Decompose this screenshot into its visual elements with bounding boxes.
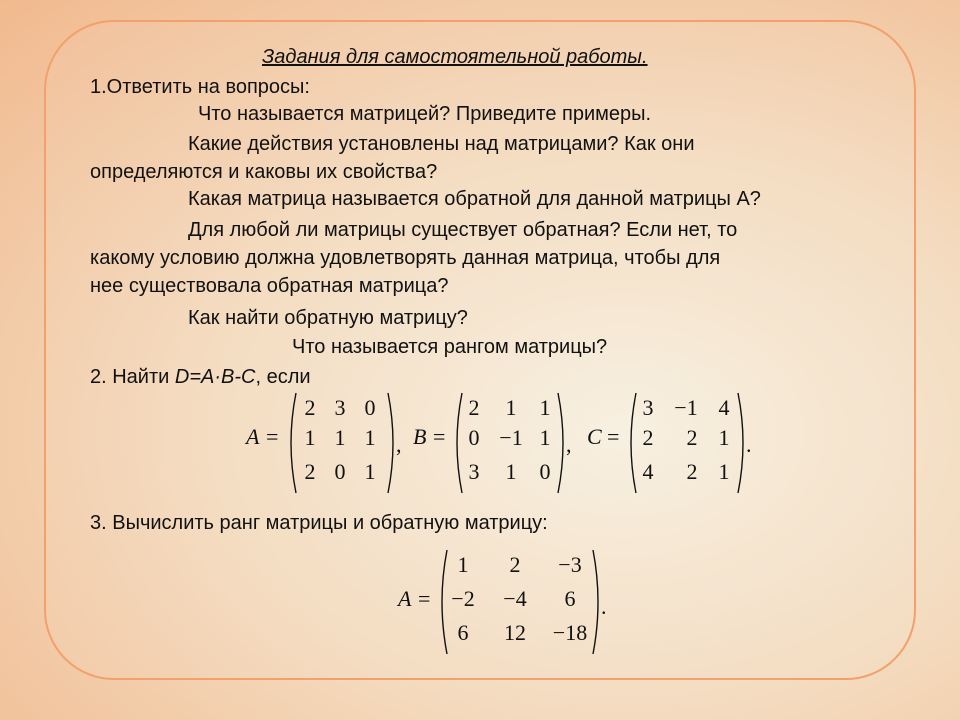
matrix-b-cell: 1 bbox=[505, 395, 517, 420]
task3-matrix-separator: . bbox=[601, 594, 607, 619]
matrix-a bbox=[286, 391, 398, 495]
question-4-line-2: какому условию должна удовлетворять данная матрица, чтобы для bbox=[90, 247, 721, 269]
matrix-b-label: B bbox=[413, 424, 427, 449]
matrix-b-separator: , bbox=[566, 432, 572, 457]
matrix-c-cell: −1 bbox=[674, 395, 698, 420]
matrix-c-cell: 2 bbox=[686, 425, 698, 450]
matrix-b-cell: 2 bbox=[468, 395, 480, 420]
task2-prefix: 2. Найти bbox=[90, 366, 175, 388]
matrix-c-cell: 2 bbox=[686, 459, 698, 484]
matrix-b-cell: 0 bbox=[539, 459, 551, 484]
matrix-c bbox=[626, 391, 748, 495]
matrix-a-cell: 2 bbox=[304, 395, 316, 420]
matrix-b-cell: 1 bbox=[539, 395, 551, 420]
matrix-a-cell: 3 bbox=[334, 395, 346, 420]
matrix-b-equals: = bbox=[433, 424, 446, 449]
matrix-a-equals: = bbox=[266, 424, 279, 449]
task3-matrix-cell: −2 bbox=[451, 586, 475, 611]
slide-title: Задания для самостоятельной работы. bbox=[262, 46, 648, 68]
task1-heading: 1.Ответить на вопросы: bbox=[90, 76, 310, 98]
task3-matrix-cell: 6 bbox=[457, 620, 469, 645]
matrix-c-equals: = bbox=[607, 424, 620, 449]
matrix-b bbox=[452, 391, 568, 495]
matrix-b-cell: 1 bbox=[505, 459, 517, 484]
matrix-c-cell: 3 bbox=[642, 395, 654, 420]
matrix-b-cell: 0 bbox=[468, 425, 480, 450]
question-6: Что называется рангом матрицы? bbox=[292, 336, 608, 358]
matrix-a-cell: 0 bbox=[364, 395, 376, 420]
matrix-c-cell: 2 bbox=[642, 425, 654, 450]
matrix-a-cell: 1 bbox=[304, 425, 316, 450]
matrix-a-label: A bbox=[246, 424, 260, 449]
task3-matrix-cell: 1 bbox=[457, 552, 469, 577]
matrix-c-cell: 1 bbox=[718, 459, 730, 484]
task3-matrix-cell: −4 bbox=[503, 586, 527, 611]
matrix-a-separator: , bbox=[396, 432, 402, 457]
task3-matrix-cell: 2 bbox=[509, 552, 521, 577]
task2-suffix: , если bbox=[255, 366, 311, 388]
matrix-a-cell: 1 bbox=[364, 459, 376, 484]
question-5: Как найти обратную матрицу? bbox=[188, 307, 468, 329]
question-2-line-2: определяются и каковы их свойства? bbox=[90, 161, 438, 183]
question-2-line-1: Какие действия установлены над матрицами? Как они bbox=[188, 133, 695, 155]
matrix-a-cell: 2 bbox=[304, 459, 316, 484]
matrix-c-label: C bbox=[587, 424, 602, 449]
task2-formula: D=A·B-C bbox=[174, 366, 256, 388]
matrix-c-cell: 1 bbox=[718, 425, 730, 450]
task3-matrix-cell: 12 bbox=[504, 620, 526, 645]
matrix-c-cell: 4 bbox=[718, 395, 730, 420]
matrix-c-separator: . bbox=[746, 432, 752, 457]
matrix-b-cell: 3 bbox=[468, 459, 480, 484]
matrix-c-cell: 4 bbox=[642, 459, 654, 484]
question-1: Что называется матрицей? Приведите примеры. bbox=[198, 103, 652, 125]
matrix-a-cell: 1 bbox=[334, 425, 346, 450]
task3-matrix-label: A bbox=[398, 586, 412, 611]
task3-matrix bbox=[437, 548, 603, 656]
question-4-line-3: нее существовала обратная матрица? bbox=[90, 275, 449, 297]
matrix-b-cell: 1 bbox=[539, 425, 551, 450]
matrix-b-cell: −1 bbox=[499, 425, 523, 450]
matrix-a-cell: 0 bbox=[334, 459, 346, 484]
task3-matrix-cell: −3 bbox=[558, 552, 582, 577]
task3-matrix-cell: −18 bbox=[552, 620, 588, 645]
task3-heading: 3. Вычислить ранг матрицы и обратную матрицу: bbox=[90, 512, 548, 534]
question-3: Какая матрица называется обратной для данной матрицы А? bbox=[188, 188, 761, 210]
task3-matrix-cell: 6 bbox=[564, 586, 576, 611]
matrix-a-cell: 1 bbox=[364, 425, 376, 450]
task2-heading bbox=[90, 364, 311, 390]
task3-matrix-equals: = bbox=[418, 586, 431, 611]
question-4-line-1: Для любой ли матрицы существует обратная? Если нет, то bbox=[188, 219, 738, 241]
